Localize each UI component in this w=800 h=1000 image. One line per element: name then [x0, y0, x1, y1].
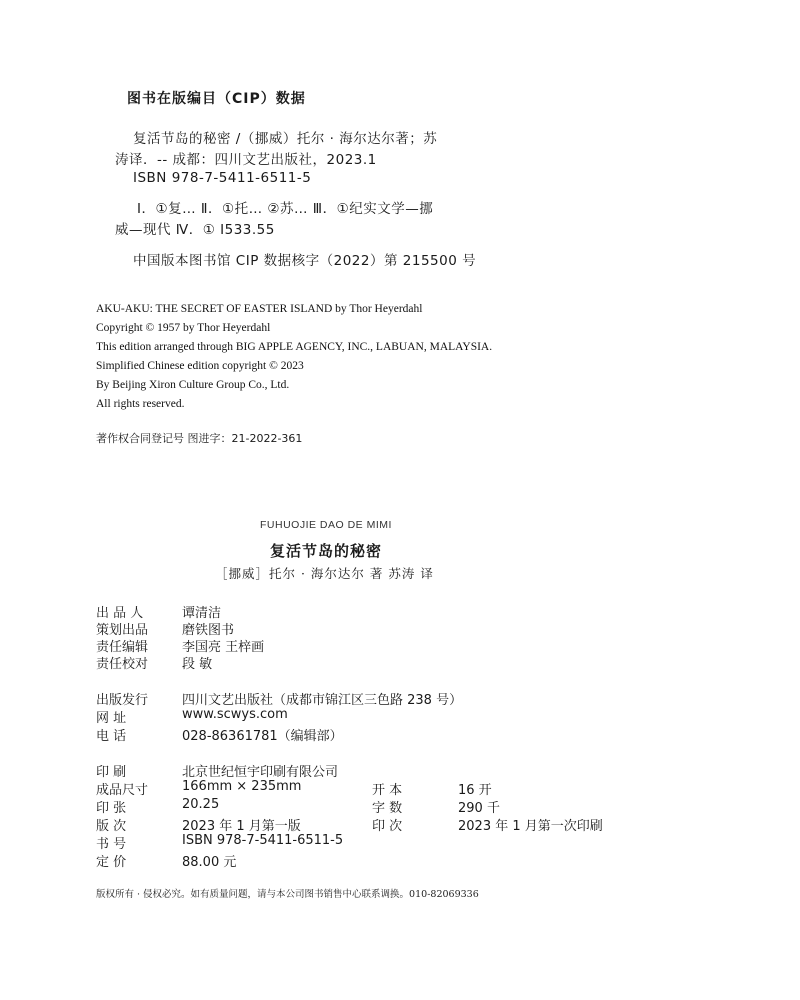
- website-label: 网 址: [96, 711, 127, 726]
- copyright-line: Simplified Chinese edition copyright © 2023: [96, 360, 304, 372]
- website-value: www.scwys.com: [182, 707, 288, 722]
- copyright-line: This edition arranged through BIG APPLE AGENCY, INC., LABUAN, MALAYSIA.: [96, 341, 493, 353]
- spec-label: 印 张: [96, 801, 127, 816]
- credit-value: 谭清洁: [182, 606, 222, 621]
- spec-label: 版 次: [96, 819, 127, 834]
- contract-registration: 著作权合同登记号 图进字：21-2022-361: [96, 432, 303, 445]
- credit-value: 磨铁图书: [182, 623, 235, 638]
- phone-label: 电 话: [96, 729, 127, 744]
- spec-label: 字 数: [372, 801, 403, 816]
- credit-label: 责任校对: [96, 657, 149, 672]
- spec-value: 2023 年 1 月第一次印刷: [458, 819, 603, 834]
- cip-title: 图书在版编目（CIP）数据: [127, 91, 306, 107]
- spec-value: 290 千: [458, 801, 500, 816]
- price-value: 88.00 元: [182, 855, 237, 870]
- rights-notice: 版权所有 · 侵权必究。如有质量问题，请与本公司图书销售中心联系调换。010-82069336: [96, 889, 479, 900]
- cip-class-2: 威—现代 Ⅳ．① I533.55: [115, 222, 275, 238]
- spec-label: 印 次: [372, 819, 403, 834]
- cip-line-1: 复活节岛的秘密 /（挪威）托尔 · 海尔达尔著；苏: [133, 131, 438, 147]
- printer-value: 北京世纪恒宇印刷有限公司: [182, 765, 339, 780]
- book-title: 复活节岛的秘密: [270, 542, 383, 560]
- publisher-label: 出版发行: [96, 693, 149, 708]
- book-authors: ［挪威］托尔 · 海尔达尔 著 苏涛 译: [215, 566, 434, 581]
- spec-value: 16 开: [458, 783, 492, 798]
- credit-value: 李国亮 王梓画: [182, 640, 265, 655]
- spec-value: 2023 年 1 月第一版: [182, 819, 301, 834]
- spec-value: 166mm × 235mm: [182, 779, 302, 794]
- spec-value: 20.25: [182, 797, 220, 812]
- credit-label: 出 品 人: [96, 606, 144, 621]
- credit-label: 策划出品: [96, 623, 149, 638]
- cip-line-2: 涛译．-- 成都：四川文艺出版社，2023.1: [115, 152, 377, 168]
- copyright-line: All rights reserved.: [96, 398, 185, 410]
- isbn-label: 书 号: [96, 837, 127, 852]
- phone-value: 028-86361781（编辑部）: [182, 729, 343, 744]
- spec-label: 成品尺寸: [96, 783, 149, 798]
- isbn-value: ISBN 978-7-5411-6511-5: [182, 833, 344, 848]
- spec-label: 开 本: [372, 783, 403, 798]
- price-label: 定 价: [96, 855, 127, 870]
- credit-label: 责任编辑: [96, 640, 149, 655]
- copyright-line: By Beijing Xiron Culture Group Co., Ltd.: [96, 379, 290, 391]
- publisher-value: 四川文艺出版社（成都市锦江区三色路 238 号）: [182, 693, 463, 708]
- title-pinyin: FUHUOJIE DAO DE MIMI: [260, 519, 392, 531]
- cip-isbn: ISBN 978-7-5411-6511-5: [133, 170, 312, 186]
- copyright-line: AKU-AKU: THE SECRET OF EASTER ISLAND by Thor Heyerdahl: [96, 303, 423, 315]
- credit-value: 段 敏: [182, 657, 213, 672]
- copyright-line: Copyright © 1957 by Thor Heyerdahl: [96, 322, 271, 334]
- cip-verify-number: 中国版本图书馆 CIP 数据核字（2022）第 215500 号: [133, 253, 477, 269]
- cip-class-1: Ⅰ．①复… Ⅱ．①托… ②苏… Ⅲ．①纪实文学—挪: [137, 201, 434, 217]
- printer-label: 印 刷: [96, 765, 127, 780]
